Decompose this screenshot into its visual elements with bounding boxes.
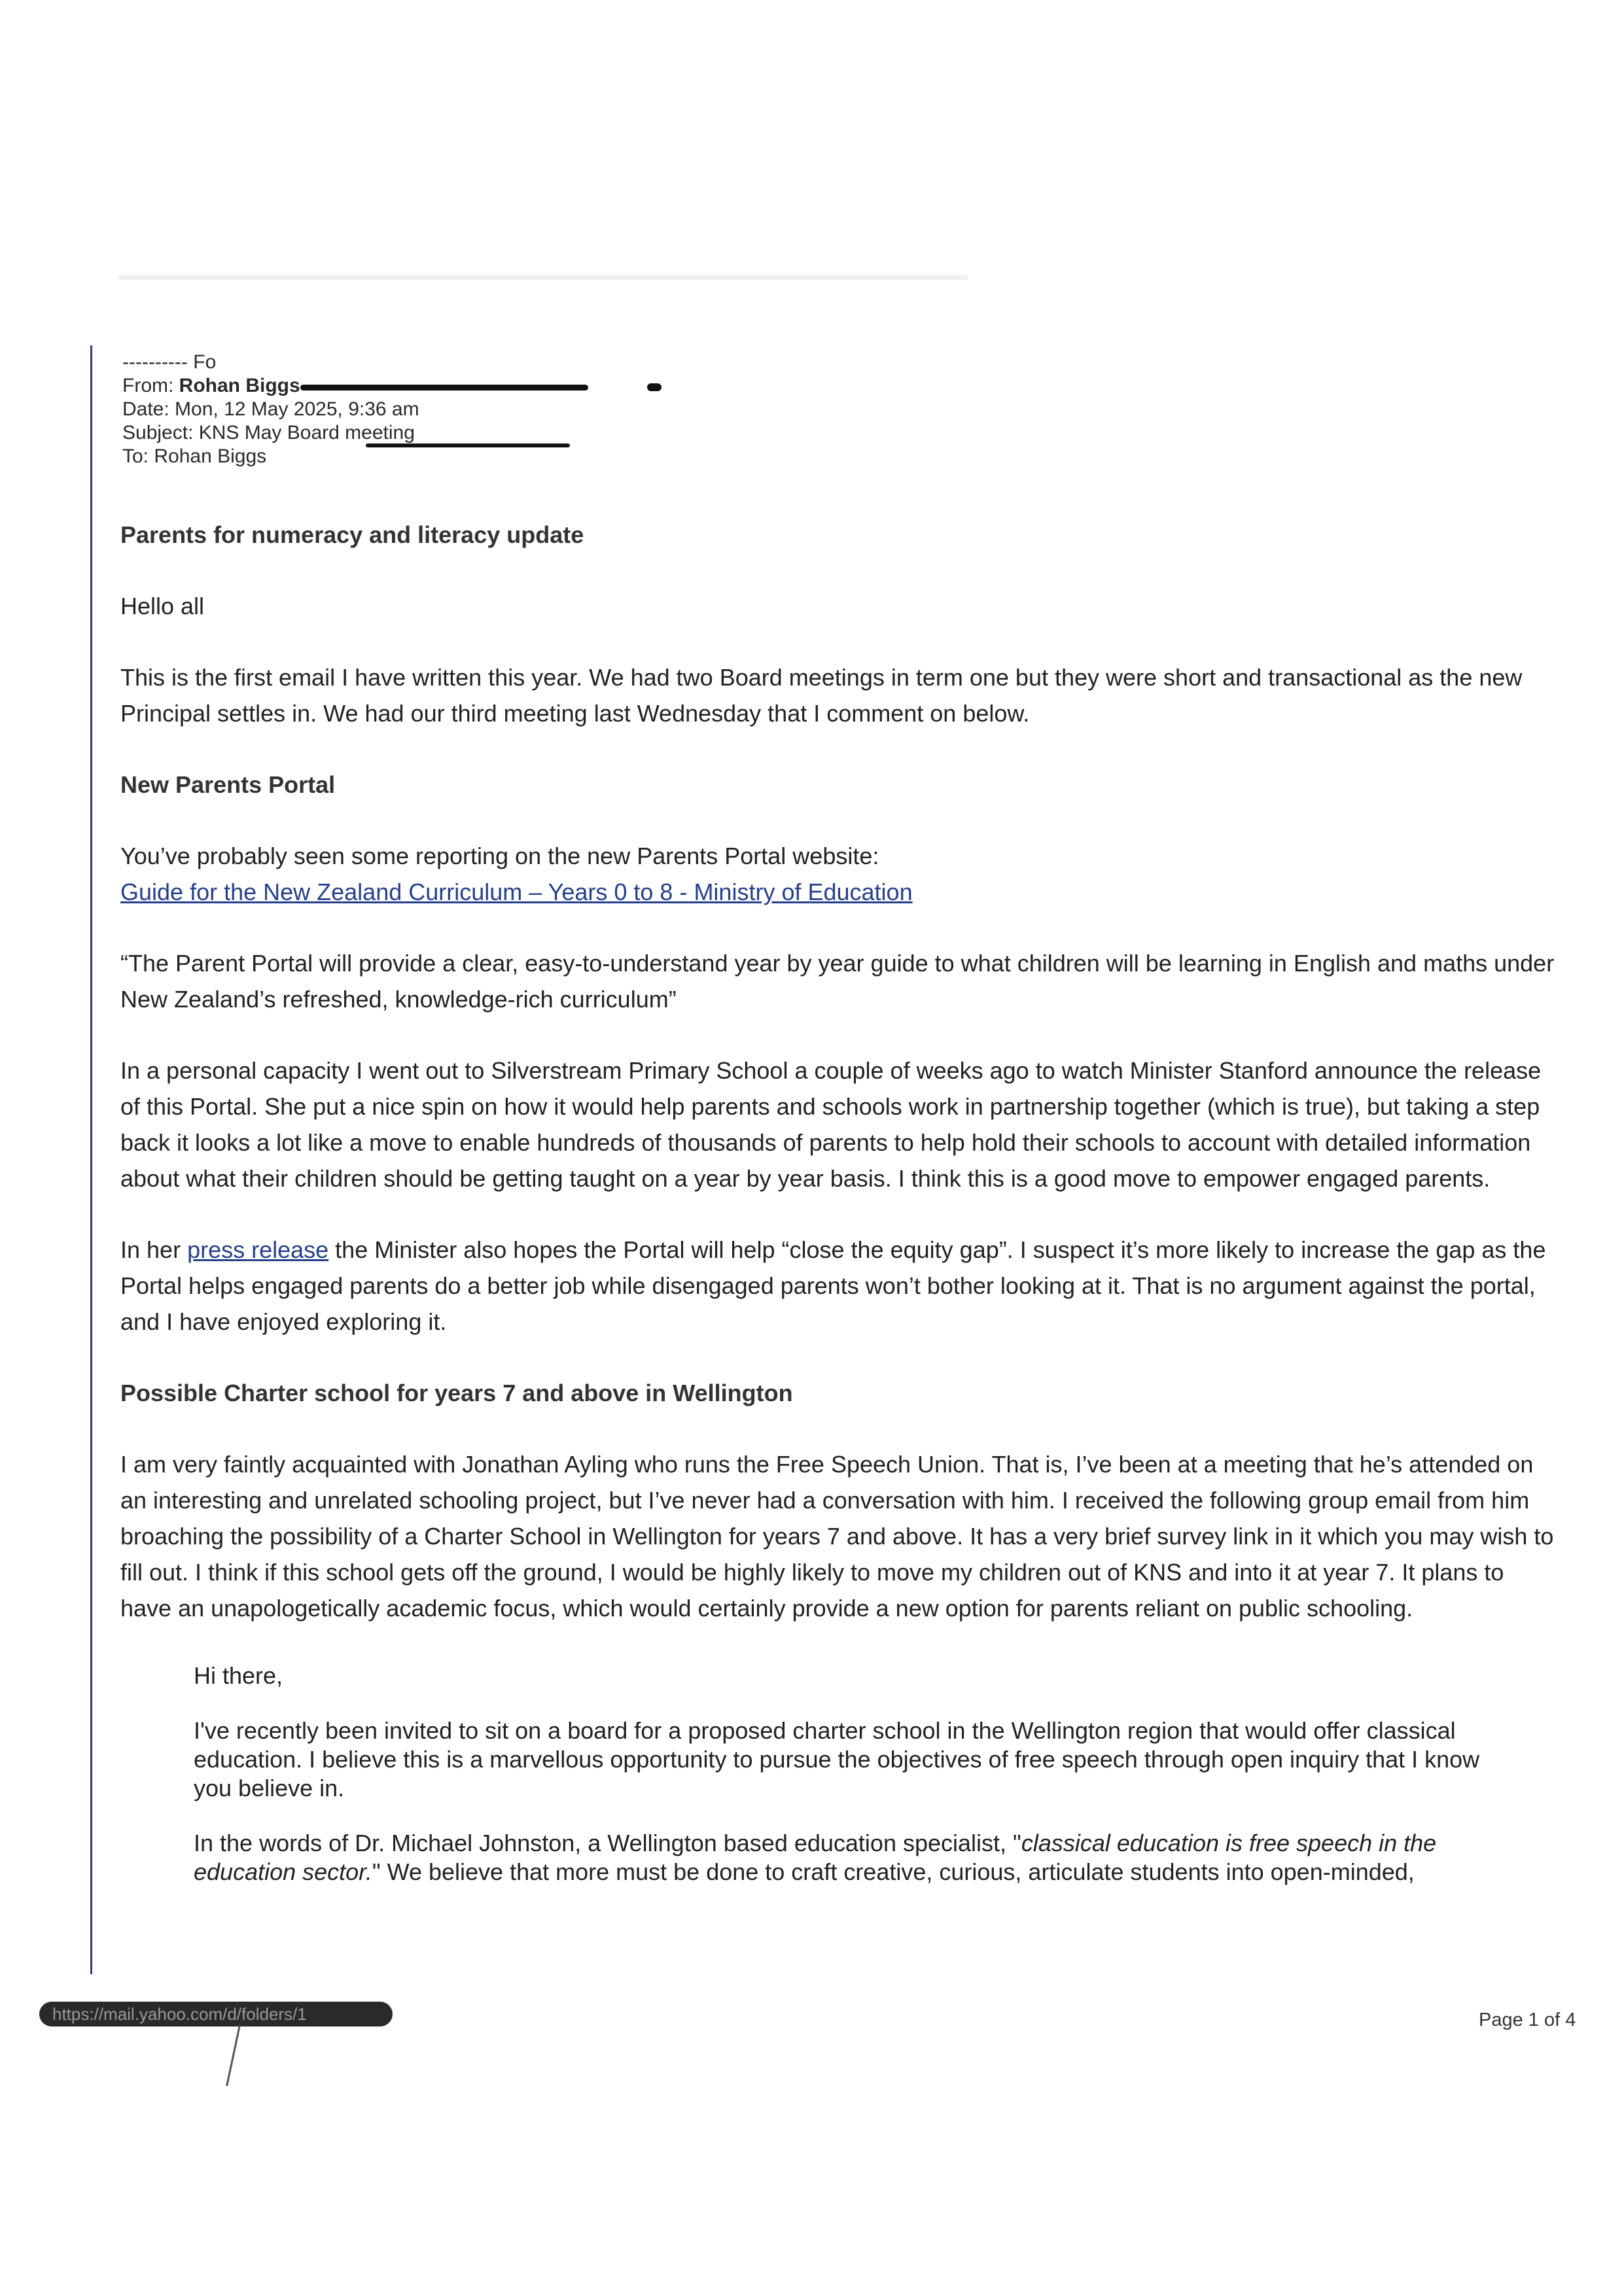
quoted-p2-after: " We believe that more must be done to craft creative, curious, articulate students into open-minded, (372, 1858, 1415, 1885)
redaction-mark (366, 444, 570, 447)
portal-link[interactable]: Guide for the New Zealand Curriculum – Years 0 to 8 - Ministry of Education (120, 878, 913, 905)
quoted-email (194, 1661, 1522, 1887)
footer-url: https://mail.yahoo.com/d/folders/1 (39, 2002, 393, 2026)
pen-mark (226, 2025, 241, 2087)
press-release-link[interactable]: press release (187, 1236, 329, 1263)
quoted-p2-italic: classical education is free speech in the education sector. (194, 1830, 1437, 1885)
greeting: Hello all (120, 593, 205, 619)
from-label: From: (122, 375, 174, 396)
from-name: Rohan Biggs (179, 375, 300, 396)
scan-artifact (118, 275, 968, 280)
quoted-paragraph-1: I've recently been invited to sit on a board for a proposed charter school in the Wellington region that would offer classical education. I believe this is a marvellous opportunity to pursue the objectives of free speech through open inquiry that I know you believe in. (194, 1717, 1480, 1801)
quoted-p2-before: In the words of Dr. Michael Johnston, a Wellington based education specialist, " (194, 1830, 1021, 1856)
charter-paragraph: I am very faintly acquainted with Jonathan Ayling who runs the Free Speech Union. That is, I’ve been at a meeting that he’s attended on an interesting and unrelated schooling project, but I’ve never had a conversation with him. I received the following group email from him broaching the possibility of a Charter School in Wellington for years 7 and above. It has a very brief survey link in it which you may wish to fill out. I think if this school gets off the ground, I would be highly likely to move my children out of KNS and into it at year 7. It plans to have an unapologetically academic focus, which would certainly provide a new option for parents reliant on public schooling. (120, 1451, 1554, 1622)
portal-lead-paragraph (120, 838, 1560, 910)
quoted-greeting: Hi there, (194, 1662, 283, 1689)
equity-before: In her (120, 1236, 188, 1263)
page-number: Page 1 of 4 (1479, 2009, 1576, 2030)
portal-heading: New Parents Portal (120, 771, 336, 798)
equity-after: the Minister also hopes the Portal will help “close the equity gap”. I suspect it’s more likely to increase the gap as the Portal helps engaged parents do a better job while disengaged parents won’t bother looking at it. That is no argument against the portal, and I have enjoyed exploring it. (120, 1236, 1546, 1335)
email-body (120, 517, 1560, 1913)
portal-paragraph: In a personal capacity I went out to Silverstream Primary School a couple of weeks ago to watch Minister Stanford announce the release of this Portal. She put a nice spin on how it would help parents and schools work in partnership together (which is true), but taking a step back it looks a lot like a move to enable hundreds of thousands of parents to help hold their schools to account with detailed information about what their children should be getting taught on a year by year basis. I think this is a good move to empower engaged parents. (120, 1057, 1542, 1192)
email-title: Parents for numeracy and literacy update (120, 521, 584, 548)
intro-paragraph: This is the first email I have written this year. We had two Board meetings in term one but they were short and transactional as the new Principal settles in. We had our third meeting last Wednesday that I comment on below. (120, 664, 1523, 727)
portal-quote: “The Parent Portal will provide a clear, easy-to-understand year by year guide to what children will be learning in English and maths under New Zealand’s refreshed, knowledge-rich curriculum” (120, 950, 1555, 1013)
equity-paragraph (120, 1232, 1560, 1340)
to-value: To: Rohan Biggs (122, 445, 267, 467)
portal-lead: You’ve probably seen some reporting on the new Parents Portal website: (120, 843, 879, 869)
quote-bar (90, 345, 92, 1974)
redaction-mark (300, 385, 588, 391)
redaction-mark (647, 383, 662, 391)
subject-line: Subject: KNS May Board meeting (122, 422, 415, 444)
quoted-paragraph-2 (194, 1829, 1522, 1887)
to-line (122, 445, 419, 468)
from-line (122, 374, 419, 398)
forwarded-header (122, 351, 419, 468)
charter-heading: Possible Charter school for years 7 and above in Wellington (120, 1380, 793, 1406)
forwarded-line: ---------- Fo (122, 351, 217, 373)
date-line: Date: Mon, 12 May 2025, 9:36 am (122, 398, 419, 420)
